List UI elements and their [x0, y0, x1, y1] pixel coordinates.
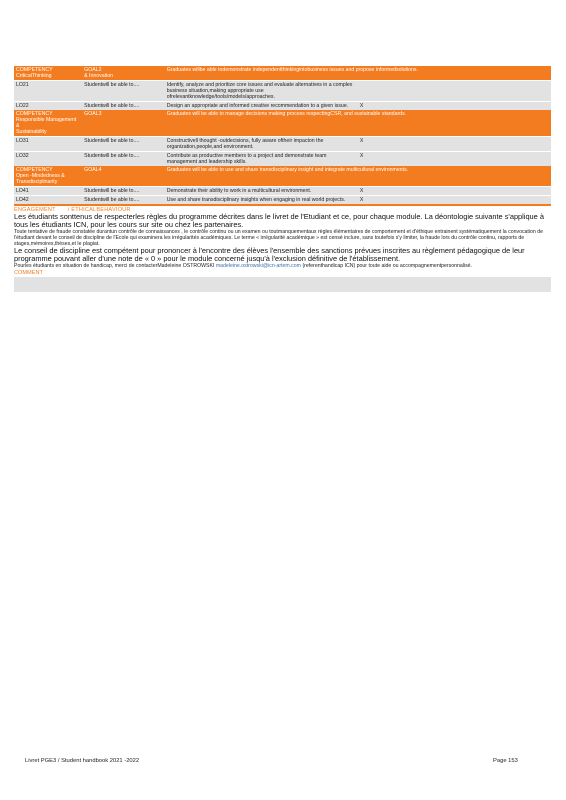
lo-label: Studentwill be able to....: [82, 152, 165, 167]
competency-label: COMPETENCY CriticalThinking: [14, 66, 82, 81]
goal-label: GOAL3: [82, 110, 165, 137]
lo-code: LO41: [14, 187, 82, 196]
learning-outcome-row: [14, 102, 551, 111]
lo-mark: [358, 81, 551, 102]
handicap-text-start: Pourles étudiants en situation de handicap, merci de contacterMadeleine OSTROWSKI: [14, 263, 215, 269]
document-page: [14, 66, 551, 292]
goal-label: GOAL2 & Innovation: [82, 66, 165, 81]
comment-section-title: COMMENT: [14, 270, 43, 276]
lo-code: LO32: [14, 152, 82, 167]
learning-outcome-row: [14, 196, 551, 205]
lo-text: Demonstrate their ability to work in a multicultural environment.: [165, 187, 358, 196]
lo-text: Design an appropriate and informed creative recommendation to a given issue.: [165, 102, 358, 111]
handicap-email-link[interactable]: madeleine.ostrowski@icn-artem.com: [215, 263, 301, 269]
competency-header-row: [14, 66, 551, 81]
comment-box: [14, 277, 551, 292]
lo-mark: X: [358, 152, 551, 167]
goal-description: Graduates will be able to use and share transdisciplinary insight and integrate multicultural environments.: [165, 166, 551, 187]
page-footer: [25, 758, 525, 764]
lo-code: LO31: [14, 137, 82, 152]
competency-label: COMPETENCY Open -Mindedness & Transdisciplinarity: [14, 166, 82, 187]
lo-label: Studentwill be able to....: [82, 187, 165, 196]
learning-outcome-row: [14, 137, 551, 152]
handicap-text-end: (referenthandicap ICN) pour toute aide ou accompagnementpersonnalisé.: [302, 263, 472, 269]
lo-label: Studentwill be able to....: [82, 81, 165, 102]
ethics-title-left: ENGAGEMENT: [14, 207, 56, 213]
lo-mark: X: [358, 137, 551, 152]
lo-text: Contribute as productive members to a project and demonstrate team management and leadership skills.: [165, 152, 358, 167]
lo-label: Studentwill be able to....: [82, 102, 165, 111]
lo-code: LO21: [14, 81, 82, 102]
learning-outcome-row: [14, 81, 551, 102]
lo-code: LO22: [14, 102, 82, 111]
goal-label: GOAL4: [82, 166, 165, 187]
lo-mark: X: [358, 102, 551, 111]
lo-text: Use and share transdisciplinary insights when engaging in real world projects.: [165, 196, 358, 205]
competency-table: [14, 66, 551, 204]
ethics-paragraph-rules: Les étudiants sonttenus de respecterles règles du programme décrites dans le livret de l'Etudiant et ce, pour chaque module. La déontologie suivante s'applique à tous les étudiants ICN, pour les cours sur site ou chez les partenaires.: [14, 212, 544, 229]
lo-label: Studentwill be able to....: [82, 137, 165, 152]
ethics-paragraph-discipline: Le conseil de discipline est compétent pour prononcer à l'encontre des élèves l'ensemble des sanctions prévues inscrites au règlement pédagogique de leur programme pouvant aller d'une note de « 0 » pour le module concerné jusqu'à l'exclusion définitive de l'établissement.: [14, 246, 525, 263]
learning-outcome-row: [14, 152, 551, 167]
lo-text: Constructivell thought -outdecisions, fully aware oftheir impacton the organization,people,and environment.: [165, 137, 358, 152]
lo-mark: X: [358, 196, 551, 205]
ethics-paragraph-fraud: Toute tentative de fraude constatée durantun contrôle de connaissances , le contrôle continu ou un examen ou toutmanquementaux règles élémentaires de comportement et d'éthique entrainent systématiquement la convocation de l'étudiant devant le conseil de discipline de l'Ecole qui examinera les irrégularités académiques. Le terme « irrégularité académique » est censé inclure, sans toutefois s'y limiter, la fraude lors du contrôle continu, rapports de stages,mémoires,thèses,et le plagiat.: [14, 229, 544, 247]
competency-header-row: [14, 166, 551, 187]
lo-label: Studentwill be able to....: [82, 196, 165, 205]
lo-mark: X: [358, 187, 551, 196]
goal-description: Graduates will be able to manage decisions making process respectingCSR, and sustainable standards.: [165, 110, 551, 137]
learning-outcome-row: [14, 187, 551, 196]
footer-handbook-label: Livret PGE3 / Student handbook 2021 -2022: [25, 758, 140, 764]
ethics-paragraph-handicap: [14, 263, 551, 269]
section-divider: [14, 204, 551, 206]
page-number: Page 153: [493, 758, 518, 764]
competency-label: COMPETENCY Responsible Management & Sustainability: [14, 110, 82, 137]
ethics-title-right: / ETHICALBEHAVIOUR: [67, 207, 131, 213]
lo-text: Identify, analyze and prioritize core issues and evaluate alternatives in a complex business situation,making appropriate use ofrelevantknowledge/tools/models/approaches.: [165, 81, 358, 102]
lo-code: LO42: [14, 196, 82, 205]
goal-description: Graduates willbe able todemonstrate independentthinkingintobusiness issues and propose informedsolutions.: [165, 66, 551, 81]
competency-header-row: [14, 110, 551, 137]
